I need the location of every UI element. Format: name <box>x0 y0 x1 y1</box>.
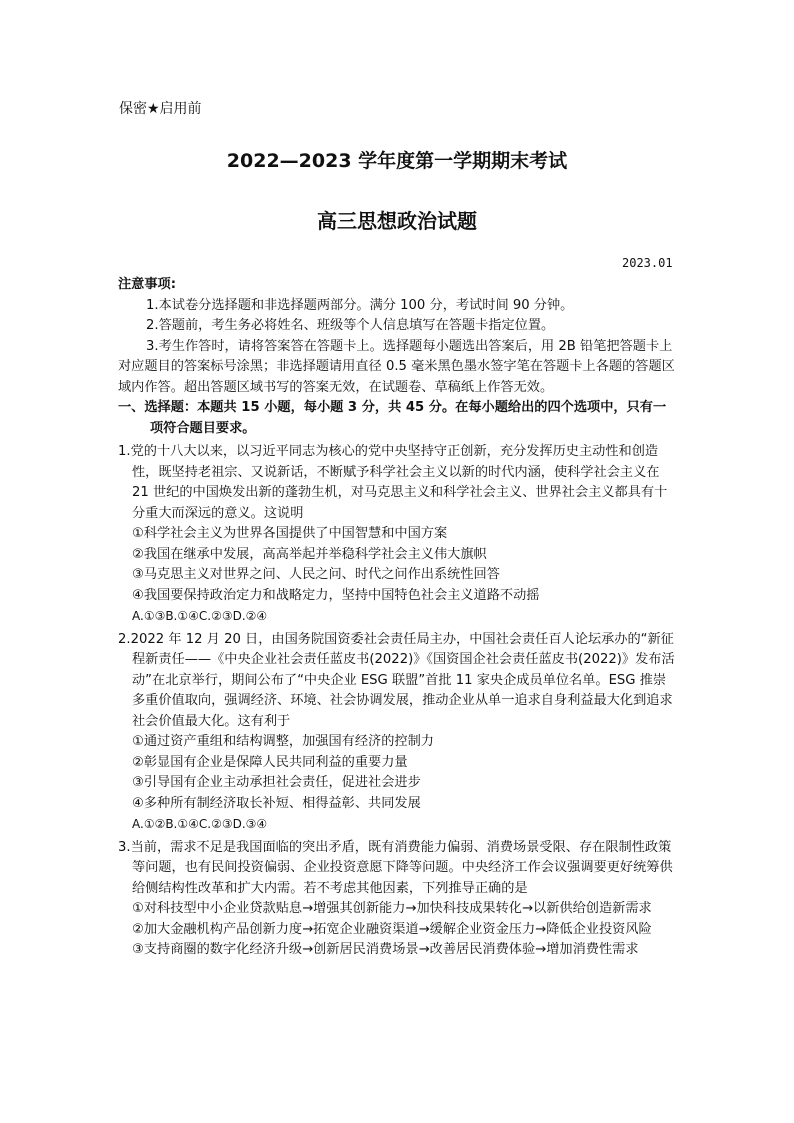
notice-item: 1.本试卷分选择题和非选择题两部分。满分 100 分，考试时间 90 分钟。 <box>146 297 574 313</box>
question-option: ②我国在继承中发展，高高举起并举稳科学社会主义伟大旗帜 <box>132 546 487 562</box>
notice-heading: 注意事项: <box>118 277 177 292</box>
question-1 <box>118 442 678 627</box>
question-stem: 3.当前，需求不足是我国面临的突出矛盾，既有消费能力偏弱、消费场景受限、存在限制性政策等问题，也有民间投资偏弱、企业投资意愿下降等问题。中央经济工作会议强调要更好统筹供给侧结构性改革和扩大内需。若不考虑其他因素，下列推导正确的是 <box>118 839 673 896</box>
question-option: ③马克思主义对世界之问、人民之问、时代之问作出系统性回答 <box>132 567 500 582</box>
question-option: ③引导国有企业主动承担社会责任，促进社会进步 <box>132 775 421 790</box>
question-option: ④多种所有制经济取长补短、相得益彰、共同发展 <box>132 795 421 811</box>
section-heading: 一、选择题：本题共 15 小题，每小题 3 分，共 45 分。在每小题给出的四个选项中，只有一项符合题目要求。 <box>118 400 667 436</box>
exam-date: 2023.01 <box>622 256 673 270</box>
question-option: ④我国要保持政治定力和战略定力，坚持中国特色社会主义道路不动摇 <box>132 587 540 603</box>
answer-choices: A.①③B.①④C.②③D.②④ <box>132 609 268 623</box>
notice-item: 3.考生作答时，请将答案答在答题卡上。选择题每小题选出答案后，用 2B 铅笔把答题卡上对应题目的答案标号涂黑；非选择题请用直径 0.5 毫米黑色墨水签字笔在答题卡上各题的答题区域内作答。超出答题区域书写的答案无效，在试题卷、草稿纸上作答无效。 <box>118 338 675 395</box>
subject-title: 高三思想政治试题 <box>317 209 477 233</box>
question-2 <box>118 630 678 835</box>
question-stem: 1.党的十八大以来，以习近平同志为核心的党中央坚持守正创新，充分发挥历史主动性和创造性，既坚持老祖宗、又说新话，不断赋予科学社会主义以新的时代内涵，使科学社会主义在 21 世纪的中国焕发出新的蓬勃生机，对马克思主义和科学社会主义、世界社会主义都具有十分重大而深远的意义。这说明 <box>118 444 668 521</box>
question-stem: 2.2022 年 12 月 20 日，由国务院国资委社会责任局主办，中国社会责任百人论坛承办的“新征程新责任——《中央企业社会责任蓝皮书(2022)》《国资国企社会责任蓝皮书(2022)》发布活动”在北京举行，期间公布了“中央企业 ESG 联盟”首批 11 家央企成员单位名单。ESG 推崇多重价值取向，强调经济、环境、社会协调发展，推动企业从单一追求自身利益最大化到追求社会价值最大化。这有利于 <box>118 631 675 729</box>
question-3 <box>118 838 678 961</box>
question-option: ②加大金融机构产品创新力度→拓宽企业融资渠道→缓解企业资金压力→降低企业投资风险 <box>132 921 652 937</box>
question-option: ②彰显国有企业是保障人民共同利益的重要力量 <box>132 754 408 770</box>
answer-choices: A.①②B.①④C.②③D.③④ <box>132 817 268 831</box>
confidential-mark: 保密★启用前 <box>119 101 202 117</box>
question-option: ①通过资产重组和结构调整，加强国有经济的控制力 <box>132 734 434 749</box>
question-option: ③支持商圈的数字化经济升级→创新居民消费场景→改善居民消费体验→增加消费性需求 <box>132 942 639 957</box>
exam-content <box>118 275 678 961</box>
exam-title: 2022—2023 学年度第一学期期末考试 <box>226 150 568 172</box>
notice-item: 2.答题前，考生务必将姓名、班级等个人信息填写在答题卡指定位置。 <box>146 318 555 333</box>
question-option: ①对科技型中小企业贷款贴息→增强其创新能力→加快科技成果转化→以新供给创造新需求 <box>132 901 652 916</box>
question-option: ①科学社会主义为世界各国提供了中国智慧和中国方案 <box>132 526 448 541</box>
